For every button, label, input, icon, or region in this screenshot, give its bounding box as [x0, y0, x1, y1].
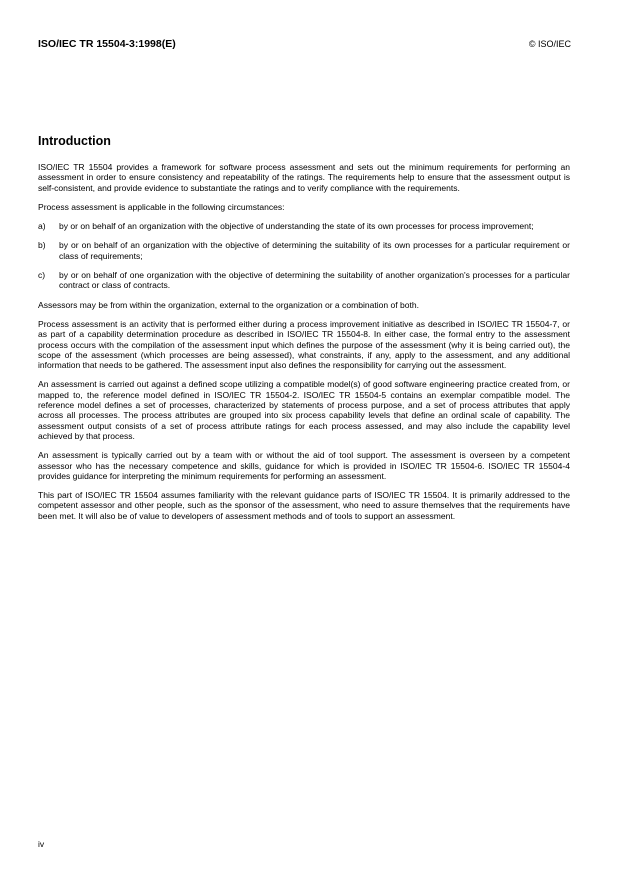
- page-number: iv: [38, 839, 45, 849]
- list-item-label: c): [38, 270, 46, 281]
- paragraph: An assessment is typically carried out by a team with or without the aid of tool support. The assessment is overseen by a competent assessor who has the necessary competence and skills, guidance for which is provided in ISO/IEC TR 15504-6. ISO/IEC TR 15504-4 provides guidance for interpreting the minimum requirements for performing an assessment.: [38, 450, 570, 481]
- paragraph: This part of ISO/IEC TR 15504 assumes familiarity with the relevant guidance parts of ISO/IEC TR 15504. It is primarily addressed to the competent assessor and other people, such as the sponsor of the assessment, who need to assure themselves that the requirements have been met. It will also be of value to developers of assessment methods and of tools to support an assessment.: [38, 490, 570, 521]
- document-id: ISO/IEC TR 15504-3:1998(E): [38, 38, 176, 50]
- copyright-notice: © ISO/IEC: [528, 39, 571, 49]
- section-title: Introduction: [38, 134, 111, 148]
- list-item-text: by or on behalf of an organization with the objective of determining the suitability of its own processes for a particular requirement or class of requirements;: [59, 240, 570, 261]
- list-item: [38, 270, 570, 291]
- list-item: [38, 221, 570, 231]
- main-content: [38, 134, 570, 530]
- paragraph: Process assessment is an activity that is performed either during a process improvement initiative as described in ISO/IEC TR 15504-7, or as part of a capability determination procedure as described in ISO/IEC TR 15504-8. In either case, the formal entry to the assessment process occurs with the compilation of the assessment input which defines the purpose of the assessment (why it is being carried out), the scope of the assessment (which processes are being assessed), what constraints, if any, apply to the assessment, and any additional information that needs to be gathered. The assessment input also defines the responsibility for carrying out the assessment.: [38, 318, 570, 371]
- list-item-label: a): [38, 221, 46, 232]
- list-item-text: by or on behalf of one organization with the objective of determining the suitability of another organization's processes for a particular contract or class of contracts.: [59, 270, 570, 291]
- list-item: [38, 240, 570, 261]
- paragraph: Assessors may be from within the organization, external to the organization or a combination of both.: [38, 299, 420, 310]
- paragraph: Process assessment is applicable in the following circumstances:: [38, 201, 285, 212]
- list-item-label: b): [38, 240, 46, 251]
- paragraph: An assessment is carried out against a defined scope utilizing a compatible model(s) of good software engineering practice created from, or mapped to, the reference model defined in ISO/IEC TR 15504-2. ISO/IEC TR 15504-5 contains an exemplar compatible model. The reference model defines a set of processes, characterized by statements of process purpose, and a set of process attributes that apply across all processes. The process attributes are grouped into six process capability levels that define an ordinal scale of capability. The assessment output consists of a set of process attribute ratings for each process assessed, and may also include the capability level achieved by that process.: [38, 379, 570, 441]
- list-item-text: by or on behalf of an organization with the objective of understanding the state of its own processes for process improvement;: [59, 221, 534, 232]
- paragraph: ISO/IEC TR 15504 provides a framework for software process assessment and sets out the minimum requirements for performing an assessment in order to ensure consistency and repeatability of the ratings. The requirements help to ensure that the assessment output is self-consistent, and provide evidence to substantiate the ratings and to verify compliance with the requirements.: [38, 162, 570, 193]
